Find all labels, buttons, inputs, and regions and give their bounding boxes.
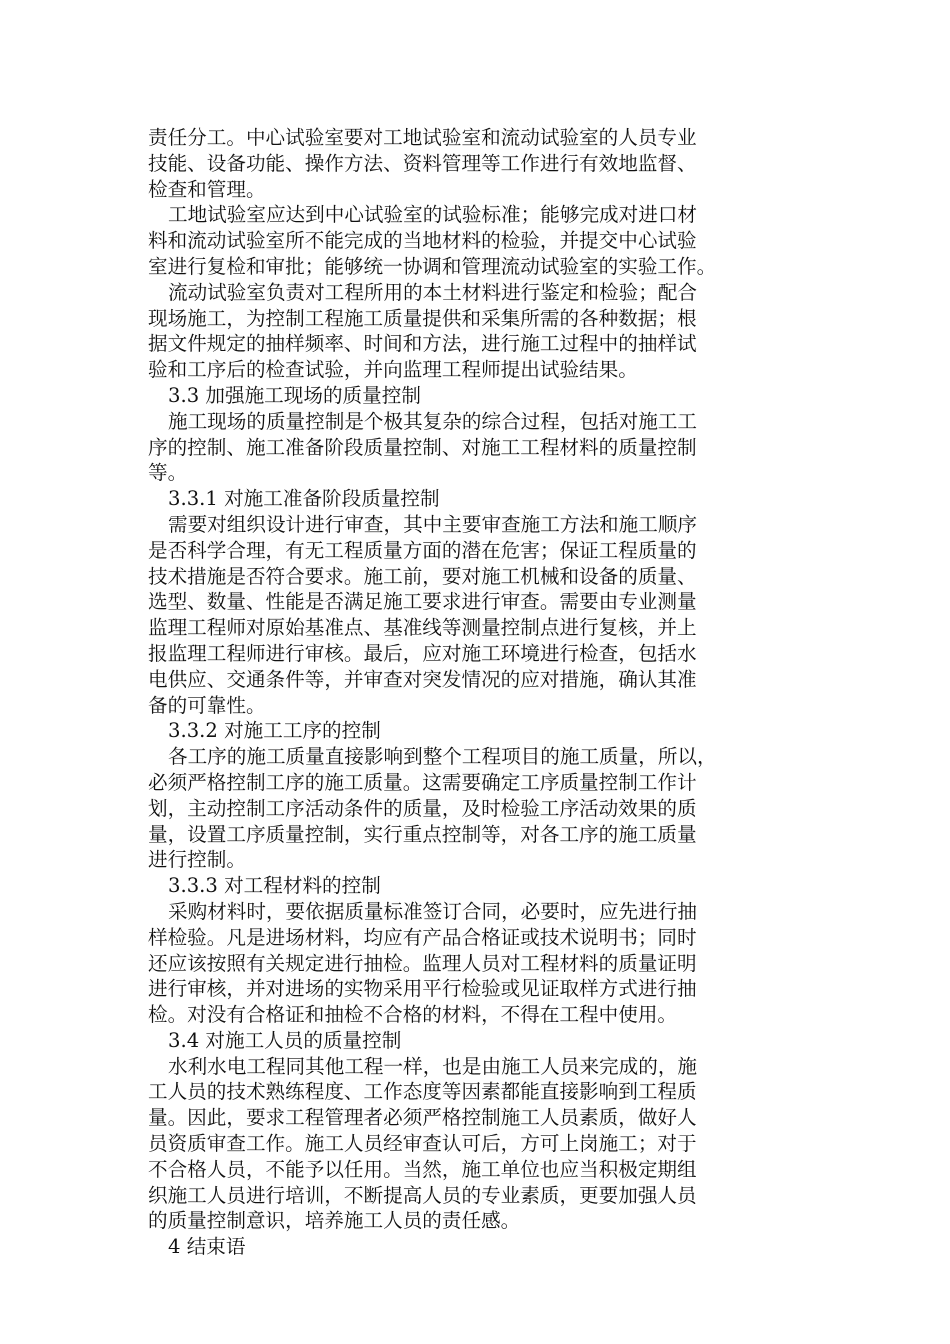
- paragraph-line: 责任分工。中心试验室要对工地试验室和流动试验室的人员专业: [148, 126, 697, 149]
- paragraph-line: 检查和管理。: [148, 177, 266, 201]
- paragraph-line: 的质量控制意识，培养施工人员的责任感。: [148, 1209, 521, 1233]
- paragraph-line: 需要对组织设计进行审查，其中主要审查施工方法和施工顺序: [168, 512, 698, 536]
- section-heading: 4 结束语: [168, 1235, 246, 1259]
- paragraph-line: 工地试验室应达到中心试验室的试验标准；能够完成对进口材: [168, 203, 698, 227]
- paragraph-line: 等。: [148, 461, 188, 485]
- section-heading: 3.3 加强施工现场的质量控制: [168, 383, 421, 407]
- paragraph-line: 工人员的技术熟练程度、工作态度等因素都能直接影响到工程质: [148, 1080, 697, 1104]
- section-heading: 3.4 对施工人员的质量控制: [168, 1028, 402, 1052]
- paragraph-line: 必须严格控制工序的施工质量。这需要确定工序质量控制工作计: [148, 770, 697, 794]
- paragraph-line: 是否科学合理，有无工程质量方面的潜在危害；保证工程质量的: [148, 538, 697, 562]
- paragraph-line: 量。因此，要求工程管理者必须严格控制施工人员素质，做好人: [148, 1106, 697, 1130]
- paragraph-line: 室进行复检和审批；能够统一协调和管理流动试验室的实验工作。: [148, 254, 717, 278]
- paragraph-line: 进行审核，并对进场的实物采用平行检验或见证取样方式进行抽: [148, 977, 697, 1001]
- paragraph-line: 量，设置工序质量控制，实行重点控制等，对各工序的施工质量: [148, 822, 697, 846]
- section-heading: 3.3.1 对施工准备阶段质量控制: [168, 487, 440, 511]
- paragraph-line: 据文件规定的抽样频率、时间和方法，进行施工过程中的抽样试: [148, 332, 697, 356]
- paragraph-line: 验和工序后的检查试验，并向监理工程师提出试验结果。: [148, 358, 638, 382]
- paragraph-line: 还应该按照有关规定进行抽检。监理人员对工程材料的质量证明: [148, 951, 697, 975]
- document-body: [148, 125, 788, 1260]
- paragraph-line: 电供应、交通条件等，并审查对突发情况的应对措施，确认其准: [148, 667, 697, 691]
- paragraph-line: 织施工人员进行培训，不断提高人员的专业素质，更要加强人员: [148, 1183, 697, 1207]
- paragraph-line: 流动试验室负责对工程所用的本土材料进行鉴定和检验；配合: [168, 280, 698, 304]
- section-heading: 3.3.3 对工程材料的控制: [168, 874, 381, 898]
- paragraph-line: 选型、数量、性能是否满足施工要求进行审查。需要由专业测量: [148, 590, 697, 614]
- paragraph-line: 序的控制、施工准备阶段质量控制、对施工工程材料的质量控制: [148, 435, 697, 459]
- paragraph-line: 各工序的施工质量直接影响到整个工程项目的施工质量，所以，: [168, 745, 717, 769]
- section-heading: 3.3.2 对施工工序的控制: [168, 719, 381, 743]
- paragraph-line: 监理工程师对原始基准点、基准线等测量控制点进行复核，并上: [148, 616, 697, 640]
- paragraph-line: 水利水电工程同其他工程一样，也是由施工人员来完成的，施: [168, 1054, 698, 1078]
- paragraph-line: 采购材料时，要依据质量标准签订合同，必要时，应先进行抽: [168, 899, 698, 923]
- paragraph-line: 检。对没有合格证和抽检不合格的材料，不得在工程中使用。: [148, 1003, 678, 1027]
- paragraph-line: 备的可靠性。: [148, 693, 266, 717]
- paragraph-line: 样检验。凡是进场材料，均应有产品合格证或技术说明书；同时: [148, 925, 697, 949]
- paragraph-line: 技能、设备功能、操作方法、资料管理等工作进行有效地监督、: [148, 151, 697, 175]
- paragraph-line: 不合格人员，不能予以任用。当然，施工单位也应当积极定期组: [148, 1157, 697, 1181]
- paragraph-line: 员资质审查工作。施工人员经审查认可后，方可上岗施工；对于: [148, 1132, 697, 1156]
- paragraph-line: 划，主动控制工序活动条件的质量，及时检验工序活动效果的质: [148, 796, 697, 820]
- paragraph-line: 报监理工程师进行审核。最后，应对施工环境进行检查，包括水: [148, 641, 697, 665]
- paragraph-line: 技术措施是否符合要求。施工前，要对施工机械和设备的质量、: [148, 564, 697, 588]
- paragraph-line: 施工现场的质量控制是个极其复杂的综合过程，包括对施工工: [168, 409, 698, 433]
- paragraph-line: 现场施工，为控制工程施工质量提供和采集所需的各种数据；根: [148, 306, 697, 330]
- paragraph-line: 料和流动试验室所不能完成的当地材料的检验，并提交中心试验: [148, 229, 697, 253]
- paragraph-line: 进行控制。: [148, 848, 246, 872]
